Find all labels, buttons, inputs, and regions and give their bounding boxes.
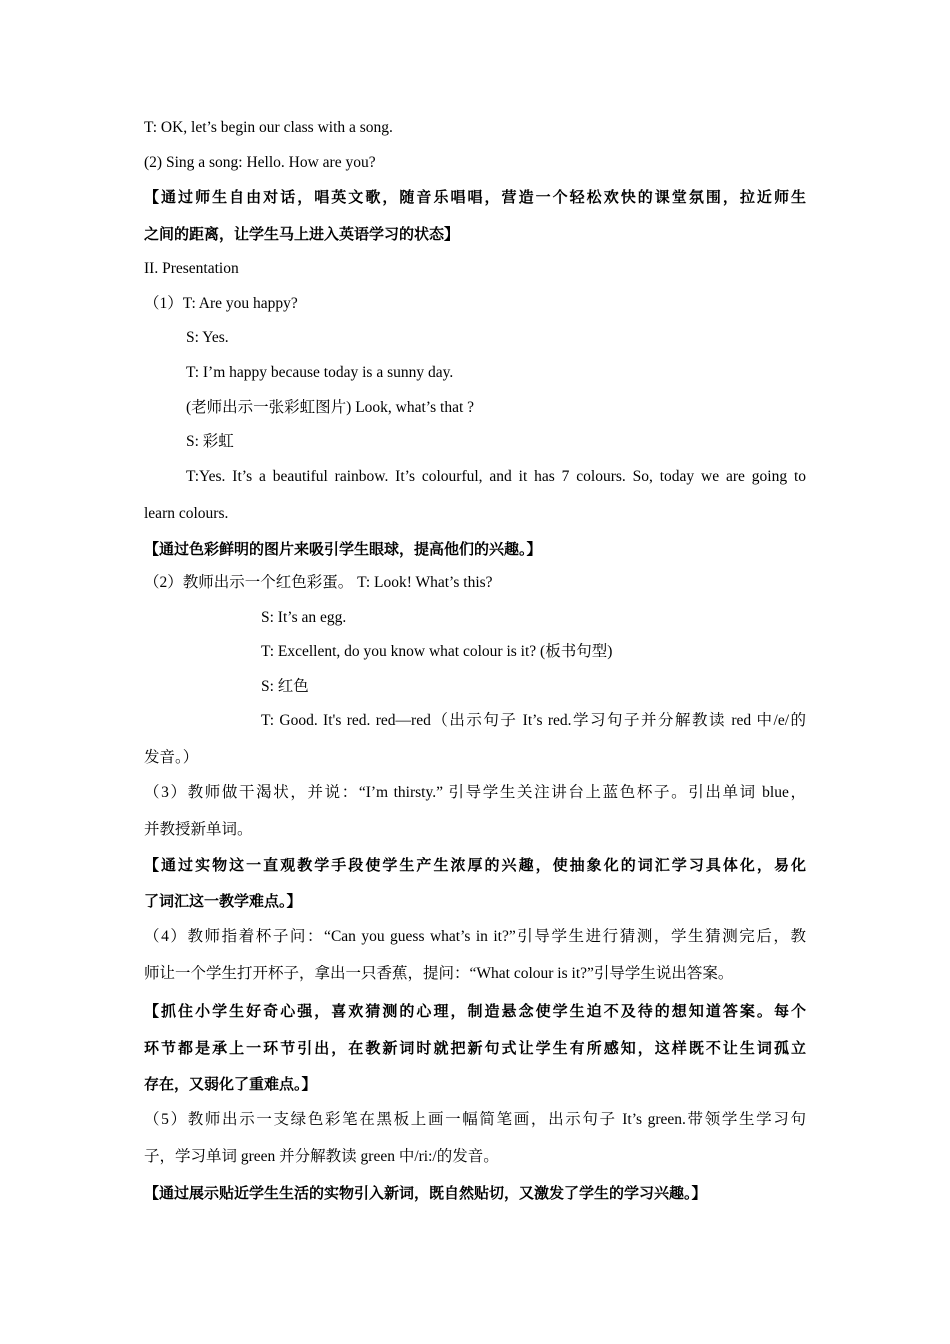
design-note: 之间的距离，让学生马上进入英语学习的状态】 — [144, 225, 460, 243]
design-note: 【通过师生自由对话，唱英文歌，随音乐唱唱，营造一个轻松欢快的课堂氛围，拉近师生 — [144, 188, 806, 206]
step-heading: （4）教师指着杯子问：“Can you guess what’s in it?”引导学生进行猜测，学生猜测完后，教 — [144, 928, 806, 945]
dialogue-line: 发音。） — [144, 749, 199, 766]
step-heading: （3）教师做干渴状，并说：“I’m thirsty.” 引导学生关注讲台上蓝色杯子。引出单词 blue， — [144, 784, 806, 801]
dialogue-line: S: 彩虹 — [186, 433, 234, 450]
design-note: 【抓住小学生好奇心强，喜欢猜测的心理，制造悬念使学生迫不及待的想知道答案。每个 — [144, 1002, 806, 1020]
dialogue-line: S: It’s an egg. — [261, 609, 347, 626]
design-note: 【通过展示贴近学生生活的实物引入新词，既自然贴切，又激发了学生的学习兴趣。】 — [144, 1184, 707, 1202]
dialogue-line: T:Yes. It’s a beautiful rainbow. It’s colourful, and it has 7 colours. So, today we are going to — [186, 468, 806, 485]
step-heading: （2）教师出示一个红色彩蛋。 T: Look! What’s this? — [144, 574, 493, 591]
dialogue-line: T: OK, let’s begin our class with a song. — [144, 119, 393, 136]
section-heading: II. Presentation — [144, 260, 239, 277]
design-note: 环节都是承上一环节引出，在教新词时就把新句式让学生有所感知，这样既不让生词孤立 — [144, 1039, 806, 1057]
dialogue-line: T: I’m happy because today is a sunny day. — [186, 364, 454, 381]
step-heading: (2) Sing a song: Hello. How are you? — [144, 154, 376, 171]
step-heading: （5）教师出示一支绿色彩笔在黑板上画一幅简笔画，出示句子 It’s green.带领学生学习句 — [144, 1111, 806, 1128]
design-note: 了词汇这一教学难点。】 — [144, 892, 302, 910]
paragraph-line: 师让一个学生打开杯子，拿出一只香蕉，提问：“What colour is it?”引导学生说出答案。 — [144, 965, 734, 982]
dialogue-line: S: Yes. — [186, 329, 229, 346]
design-note: 存在，又弱化了重难点。】 — [144, 1075, 317, 1093]
dialogue-line: T: Good. It's red. red—red（出示句子 It’s red.学习句子并分解教读 red 中/e/的 — [261, 712, 806, 729]
paragraph-line: 子，学习单词 green 并分解教读 green 中/ri:/的发音。 — [144, 1148, 499, 1165]
paragraph-line: 并教授新单词。 — [144, 821, 253, 838]
step-heading: （1）T: Are you happy? — [144, 295, 298, 312]
design-note: 【通过实物这一直观教学手段使学生产生浓厚的兴趣，使抽象化的词汇学习具体化，易化 — [144, 856, 806, 874]
design-note: 【通过色彩鲜明的图片来吸引学生眼球，提高他们的兴趣。】 — [144, 540, 542, 558]
dialogue-line: (老师出示一张彩虹图片) Look, what’s that ? — [186, 399, 475, 416]
dialogue-line: learn colours. — [144, 505, 229, 522]
dialogue-line: S: 红色 — [261, 678, 309, 695]
dialogue-line: T: Excellent, do you know what colour is it? (板书句型) — [261, 643, 613, 660]
